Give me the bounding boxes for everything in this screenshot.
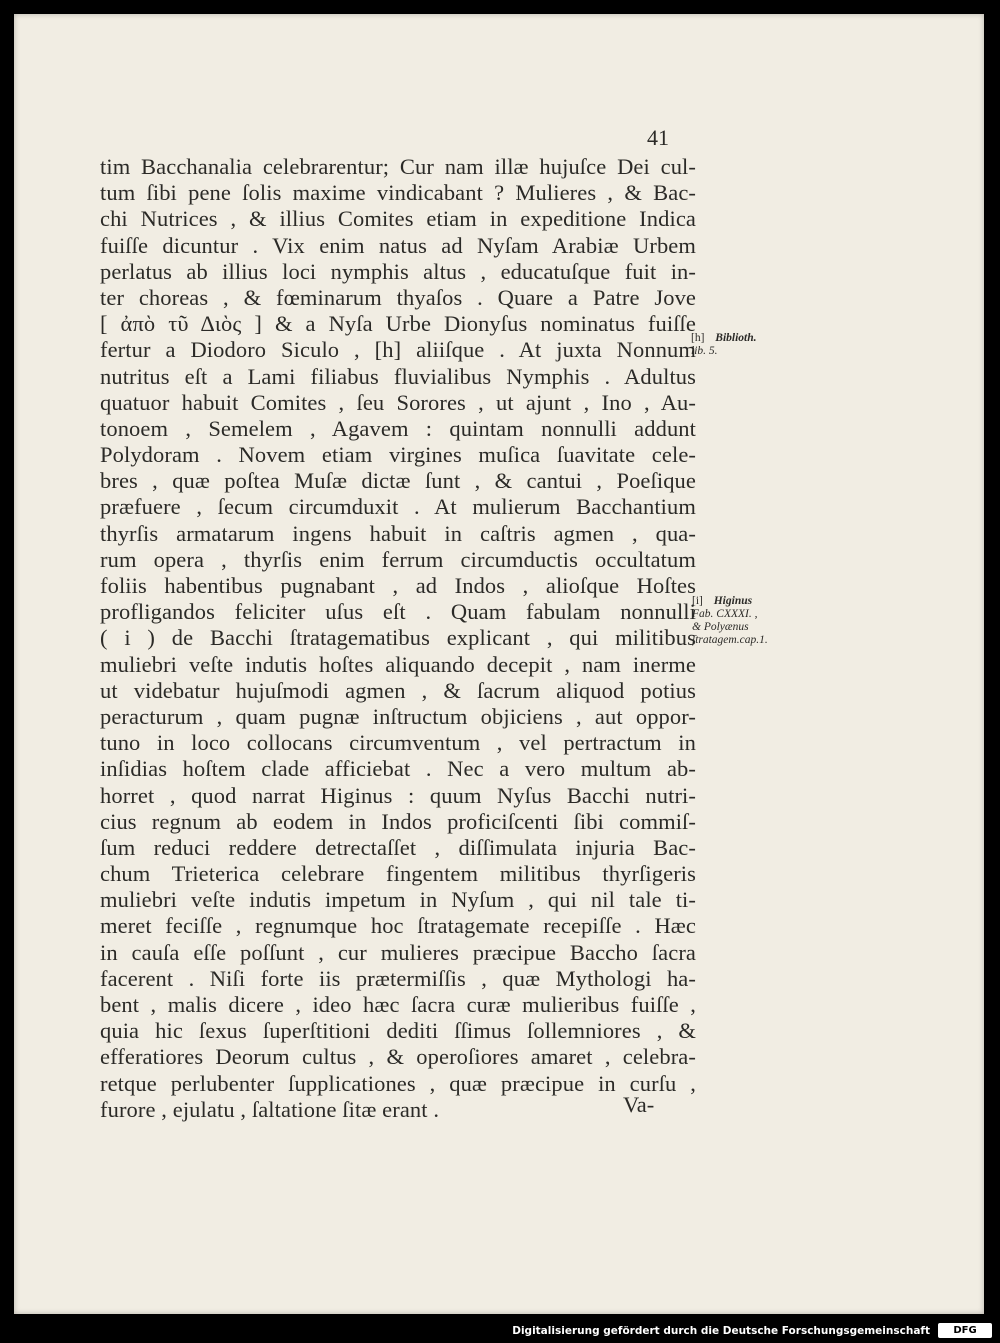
text-line: meret feciſſe , regnumque hoc ſtratagemate recepiſſe . Hæc	[100, 913, 696, 939]
page-number: 41	[647, 125, 669, 150]
text-line: tim Bacchanalia celebrarentur; Cur nam illæ hujuſce Dei cul-	[100, 154, 696, 179]
text-line: bent , malis dicere , ideo hæc ſacra curæ mulieribus fuiſſe ,	[100, 992, 696, 1017]
note-text: & Polyænus	[692, 621, 749, 633]
text-line: quia hic ſexus ſuperſtitioni dediti ſſimus ſollemniores , &	[100, 1018, 696, 1044]
dfg-logo: DFG	[938, 1323, 992, 1338]
text-line: foliis habentibus pugnabant , ad Indos , alioſque Hoſtes	[100, 573, 696, 598]
text-line: ( i ) de Bacchi ſtratagematibus explicant , qui militibus	[100, 625, 696, 651]
text-line: horret , quod narrat Higinus : quum Nyſus Bacchi nutri-	[100, 782, 696, 808]
text-line: ut videbatur hujuſmodi agmen , & ſacrum aliquod potius	[100, 677, 696, 703]
text-line-last: furore , ejulatu , ſaltatione ſitæ erant .	[100, 1096, 440, 1122]
text-line: tum ſibi pene ſolis maxime vindicabant ? Mulieres , & Bac-	[100, 180, 696, 206]
text-line: rum opera , thyrſis enim ferrum circumductis occultatum	[100, 546, 696, 572]
text-line: nutritus eſt a Lami filiabus fluvialibus Nymphis . Adultus	[100, 363, 696, 389]
text-line: perlatus ab illius loci nymphis altus , educatuſque fuit in-	[100, 258, 696, 284]
text-line: [ ἀπὸ τῦ Διὸς ] & a Nyſa Urbe Dionyſus nominatus fuiſſe	[100, 311, 696, 337]
note-text: lib. 5.	[691, 345, 718, 357]
note-text: Fab. CXXXI. ,	[692, 608, 758, 620]
text-line: in cauſa eſſe poſſunt , cur mulieres præcipue Baccho ſacra	[100, 939, 696, 965]
book-page	[14, 14, 984, 1314]
text-line: præfuere , ſecum circumduxit . At mulierum Bacchantium	[100, 494, 696, 520]
margin-note-h	[691, 332, 757, 358]
main-text-block	[100, 154, 696, 1123]
text-line: ſum reduci reddere detrectaſſet , diſſimulata injuria Bac-	[100, 834, 696, 860]
note-marker: [h]	[691, 332, 705, 344]
text-line: profligandos feliciter uſus eſt . Quam fabulam nonnulli	[100, 599, 696, 625]
text-line: peracturum , quam pugnæ inſtructum objiciens , aut oppor-	[100, 703, 696, 729]
note-marker: [i]	[692, 595, 703, 607]
note-text: ſtratagem.cap.1.	[692, 634, 768, 646]
text-line: retque perlubenter ſupplicationes , quæ præcipue in curſu ,	[100, 1070, 696, 1096]
text-line: cius regnum ab eodem in Indos proficiſcenti ſibi commiſ-	[100, 808, 696, 834]
text-line: ter choreas , & fœminarum thyaſos . Quare a Patre Jove	[100, 284, 696, 310]
margin-note-i	[692, 595, 768, 647]
text-line: Polydoram . Novem etiam virgines muſica ſuavitate cele-	[100, 442, 696, 468]
note-text: Biblioth.	[715, 332, 757, 344]
text-line: muliebri veſte indutis impetum in Nyſum , qui nil tale ti-	[100, 887, 696, 913]
text-line: tuno in loco collocans circumventum , vel pertractum in	[100, 730, 696, 756]
text-line: fertur a Diodoro Siculo , [h] aliiſque . At juxta Nonnum	[100, 337, 696, 363]
text-line: muliebri veſte indutis hoſtes aliquando decepit , nam inerme	[100, 651, 696, 677]
text-line: chum Trieterica celebrare fingentem militibus thyrſigeris	[100, 861, 696, 887]
text-line: facerent . Niſi forte iis prætermiſſis , quæ Mythologi ha-	[100, 965, 696, 991]
funding-credit: Digitalisierung gefördert durch die Deutsche Forschungsgemeinschaft	[512, 1325, 930, 1337]
text-line: bres , quæ poſtea Muſæ dictæ ſunt , & cantui , Poeſique	[100, 468, 696, 494]
text-line: fuiſſe dicuntur . Vix enim natus ad Nyſam Arabiæ Urbem	[100, 232, 696, 258]
text-line: efferatiores Deorum cultus , & operoſiores amaret , celebra-	[100, 1044, 696, 1070]
note-text: Higinus	[713, 595, 753, 607]
catchword: Va-	[623, 1092, 655, 1117]
text-line: tonoem , Semelem , Agavem : quintam nonnulli addunt	[100, 415, 696, 441]
text-line: inſidias hoſtem clade afficiebat . Nec a vero multum ab-	[100, 756, 696, 782]
text-line: chi Nutrices , & illius Comites etiam in expeditione Indica	[100, 206, 696, 232]
text-line: thyrſis armatarum ingens habuit in caſtris agmen , qua-	[100, 520, 696, 546]
text-line: quatuor habuit Comites , ſeu Sorores , ut ajunt , Ino , Au-	[100, 389, 696, 415]
